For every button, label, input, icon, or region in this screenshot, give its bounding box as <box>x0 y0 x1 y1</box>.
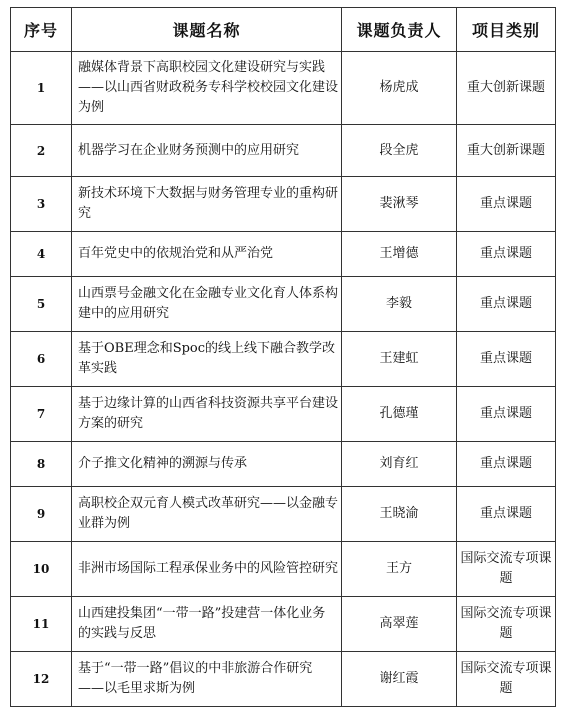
row-person: 段全虎 <box>342 125 457 177</box>
table-row <box>11 125 556 177</box>
row-title: 基于“一带一路”倡议的中非旅游合作研究——以毛里求斯为例 <box>72 652 342 707</box>
table-row <box>11 52 556 125</box>
row-title: 基于OBE理念和Spoc的线上线下融合教学改革实践 <box>72 332 342 387</box>
row-person: 王晓渝 <box>342 487 457 542</box>
row-type: 重点课题 <box>457 277 556 332</box>
header-no: 序号 <box>11 8 72 52</box>
row-no: 2 <box>11 125 72 177</box>
row-no: 12 <box>11 652 72 707</box>
table-row <box>11 177 556 232</box>
row-no: 1 <box>11 52 72 125</box>
row-person: 李毅 <box>342 277 457 332</box>
row-person: 刘育红 <box>342 442 457 487</box>
header-type: 项目类别 <box>457 8 556 52</box>
row-no: 5 <box>11 277 72 332</box>
table-row <box>11 542 556 597</box>
row-person: 裴湫琴 <box>342 177 457 232</box>
row-title: 非洲市场国际工程承保业务中的风险管控研究 <box>72 542 342 597</box>
row-no: 9 <box>11 487 72 542</box>
row-type: 重大创新课题 <box>457 125 556 177</box>
row-no: 6 <box>11 332 72 387</box>
row-person: 杨虎成 <box>342 52 457 125</box>
row-title: 融媒体背景下高职校园文化建设研究与实践——以山西省财政税务专科学校校园文化建设为例 <box>72 52 342 125</box>
header-person: 课题负责人 <box>342 8 457 52</box>
row-title: 百年党史中的依规治党和从严治党 <box>72 232 342 277</box>
row-title: 介子推文化精神的溯源与传承 <box>72 442 342 487</box>
row-type: 重大创新课题 <box>457 52 556 125</box>
row-person: 王方 <box>342 542 457 597</box>
table-row <box>11 277 556 332</box>
row-person: 孔德瑾 <box>342 387 457 442</box>
row-title: 机器学习在企业财务预测中的应用研究 <box>72 125 342 177</box>
row-type: 国际交流专项课题 <box>457 652 556 707</box>
row-no: 7 <box>11 387 72 442</box>
row-person: 谢红霞 <box>342 652 457 707</box>
row-type: 重点课题 <box>457 177 556 232</box>
row-title: 山西票号金融文化在金融专业文化育人体系构建中的应用研究 <box>72 277 342 332</box>
header-title: 课题名称 <box>72 8 342 52</box>
row-no: 3 <box>11 177 72 232</box>
row-no: 4 <box>11 232 72 277</box>
row-person: 高翠莲 <box>342 597 457 652</box>
table-row <box>11 652 556 707</box>
row-person: 王增德 <box>342 232 457 277</box>
row-title: 新技术环境下大数据与财务管理专业的重构研究 <box>72 177 342 232</box>
table-row <box>11 232 556 277</box>
row-no: 8 <box>11 442 72 487</box>
row-no: 10 <box>11 542 72 597</box>
table-row <box>11 442 556 487</box>
header-row <box>11 8 556 52</box>
row-type: 重点课题 <box>457 232 556 277</box>
row-title: 高职校企双元育人模式改革研究——以金融专业群为例 <box>72 487 342 542</box>
row-type: 国际交流专项课题 <box>457 542 556 597</box>
project-table <box>10 7 556 707</box>
table-row <box>11 387 556 442</box>
table-row <box>11 597 556 652</box>
row-title: 基于边缘计算的山西省科技资源共享平台建设方案的研究 <box>72 387 342 442</box>
row-type: 重点课题 <box>457 442 556 487</box>
row-type: 重点课题 <box>457 387 556 442</box>
row-type: 国际交流专项课题 <box>457 597 556 652</box>
row-type: 重点课题 <box>457 487 556 542</box>
row-type: 重点课题 <box>457 332 556 387</box>
table-row <box>11 487 556 542</box>
row-no: 11 <box>11 597 72 652</box>
row-title: 山西建投集团“一带一路”投建营一体化业务的实践与反思 <box>72 597 342 652</box>
table-row <box>11 332 556 387</box>
row-person: 王建虹 <box>342 332 457 387</box>
